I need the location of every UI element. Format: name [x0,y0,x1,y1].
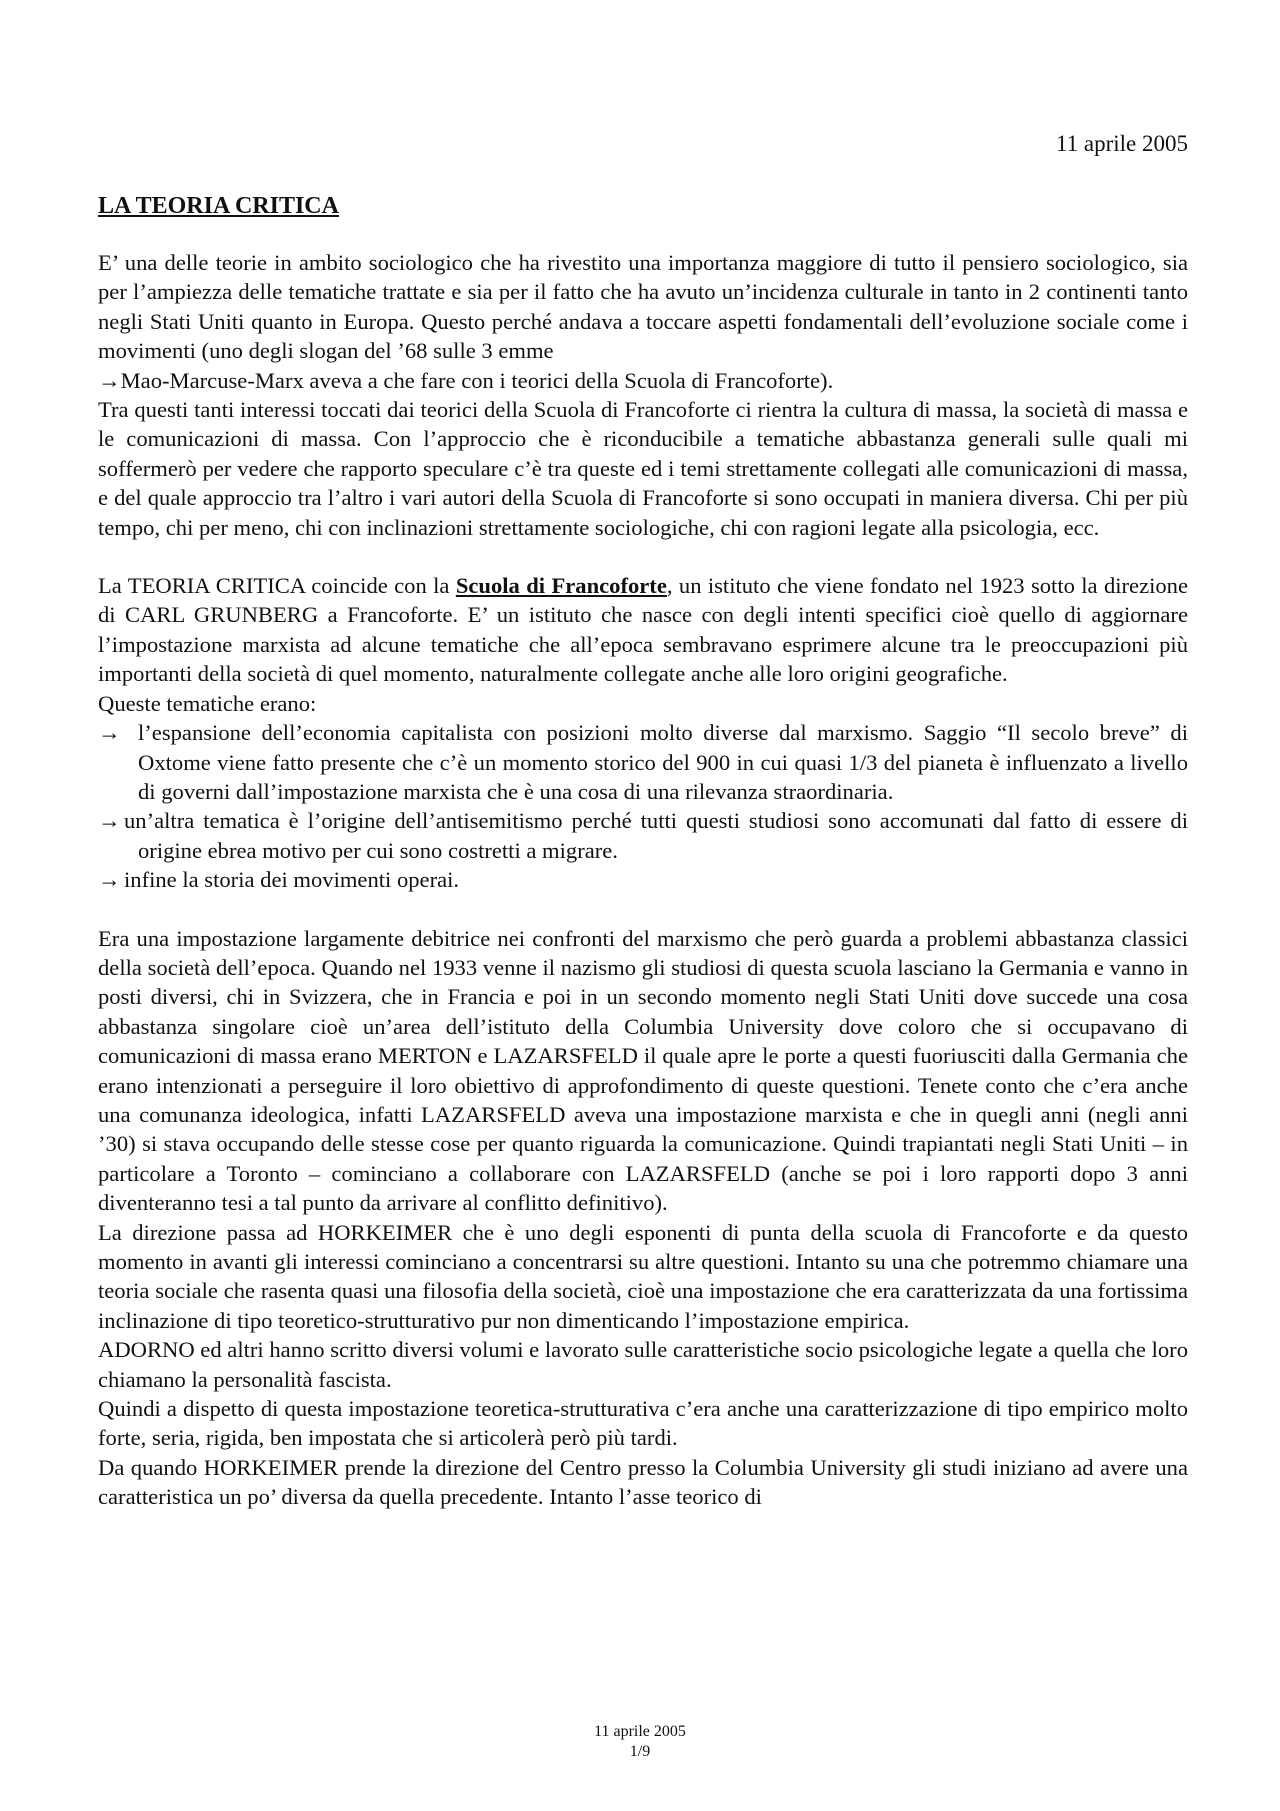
paragraph-frankfurt-before: La TEORIA CRITICA coincide con la [98,573,456,599]
frankfurt-school-link-text: Scuola di Francoforte [455,573,667,599]
arrow-icon: → [98,367,121,393]
arrow-icon: → [98,720,121,746]
document-title: LA TEORIA CRITICA [98,193,339,219]
footer-date: 11 aprile 2005 [594,1723,686,1740]
page-number: 1/9 [629,1743,651,1760]
paragraph-frankfurt-school [98,571,1188,689]
list-item-text: un’altra tematica è l’origine dell’antisemitismo perché tutti questi studiosi sono accomunati dal fatto di essere di origine ebrea motivo per cui sono costretti a migrare. [124,808,1188,863]
paragraph-themes-intro: Queste tematiche erano: [98,690,317,716]
arrow-icon: → [98,867,121,893]
paragraph-interests: Tra questi tanti interessi toccati dai teorici della Scuola di Francoforte ci rientra la cultura di massa, la società di massa e le comunicazioni di massa. Con l’approccio che è riconducibile a tematiche abbastanza generali sulle quali mi soffermerò per vedere che rapporto speculare c’è tra queste ed i temi strettamente collegati alle comunicazioni di massa, e del quale approccio tra l’altro i vari autori della Scuola di Francoforte si sono occupati in maniera diversa. Chi per più tempo, chi per meno, chi con inclinazioni strettamente sociologiche, chi con ragioni legate alla psicologia, ecc. [98,397,1188,540]
list-item [98,718,1188,806]
arrow-icon: → [98,808,121,834]
paragraph-horkheimer: La direzione passa ad HORKEIMER che è uno degli esponenti di punta della scuola di Francoforte e da questo momento in avanti gli interessi cominciano a concentrarsi su altre questioni. Intanto su una che potremmo chiamare una teoria sociale che rasenta quasi una filosofia della società, cioè una impostazione che era caratterizzata da una fortissima inclinazione di tipo teoretico-strutturativo pur non dimenticando l’impostazione empirica. [98,1219,1188,1333]
list-item-text: infine la storia dei movimenti operai. [124,867,460,893]
list-item-text: l’espansione dell’economia capitalista con posizioni molto diverse dal marxismo. Saggio “Il secolo breve” di Oxtome viene fatto presente che c’è un momento storico del 900 in cui quasi 1/3 del pianeta è influenzato a livello di governi dall’impostazione marxista che è una cosa di una rilevanza straordinaria. [138,720,1188,804]
page-footer [0,1722,1280,1762]
header-date: 11 aprile 2005 [1055,131,1188,156]
document-page [98,130,1188,1512]
paragraph-frankfurt-after: , un istituto che viene fondato nel 1923 sotto la direzione di CARL GRUNBERG a Francoforte. E’ un istituto che nasce con degli intenti specifici cioè quello di aggiornare l’impostazione marxista ad alcune tematiche che all’epoca sembravano esprimere alcune tra le preoccupazioni più importanti della società di quel momento, naturalmente collegate anche alle loro origini geografiche. [98,573,1189,687]
paragraph-nazism-migration: Era una impostazione largamente debitrice nei confronti del marxismo che però guarda a problemi abbastanza classici della società dell’epoca. Quando nel 1933 venne il nazismo gli studiosi di questa scuola lasciano la Germania e vanno in posti diversi, chi in Svizzera, che in Francia e poi in un secondo momento negli Stati Uniti dove succede una cosa abbastanza singolare cioè un’area dell’istituto della Columbia University dove coloro che si occupavano di comunicazioni di massa erano MERTON e LAZARSFELD il quale apre le porte a questi fuoriusciti dalla Germania che erano intenzionati a perseguire il loro obiettivo di approfondimento di queste questioni. Tenete conto che c’era anche una comunanza ideologica, infatti LAZARSFELD aveva una impostazione marxista e che in quegli anni (negli anni ’30) si stava occupando delle stesse cose per quanto riguarda la comunicazione. Quindi trapiantati negli Stati Uniti – in particolare a Toronto – cominciano a collaborare con LAZARSFELD (anche se poi i loro rapporti dopo 3 anni diventeranno tesi a tal punto da arrivare al conflitto definitivo). [98,925,1188,1216]
paragraph-adorno: ADORNO ed altri hanno scritto diversi volumi e lavorato sulle caratteristiche socio psicologiche legate a quella che loro chiamano la personalità fascista. [98,1337,1188,1392]
spacer [98,895,1188,924]
paragraph-empirical: Quindi a dispetto di questa impostazione teoretica-strutturativa c’era anche una caratterizzazione di tipo empirico molto forte, seria, rigida, ben impostata che si articolerà però più tardi. [98,1396,1188,1451]
spacer [98,542,1188,571]
paragraph-intro [98,248,1188,395]
list-item [98,865,1188,894]
paragraph-columbia: Da quando HORKEIMER prende la direzione del Centro presso la Columbia University gli studi iniziano ad avere una caratteristica un po’ diversa da quella precedente. Intanto l’asse teorico di [98,1454,1188,1510]
list-item [98,806,1188,865]
paragraph-intro-text: E’ una delle teorie in ambito sociologico che ha rivestito una importanza maggiore di tutto il pensiero sociologico, sia per l’ampiezza delle tematiche trattate e sia per il fatto che ha avuto un’incidenza culturale in tanto in 2 continenti tanto negli Stati Uniti quanto in Europa. Questo perché andava a toccare aspetti fondamentali dell’evoluzione sociale come i movimenti (uno degli slogan del ’68 sulle 3 emme [98,250,1188,364]
paragraph-intro-arrow-text: Mao-Marcuse-Marx aveva a che fare con i teorici della Scuola di Francoforte). [120,367,834,393]
